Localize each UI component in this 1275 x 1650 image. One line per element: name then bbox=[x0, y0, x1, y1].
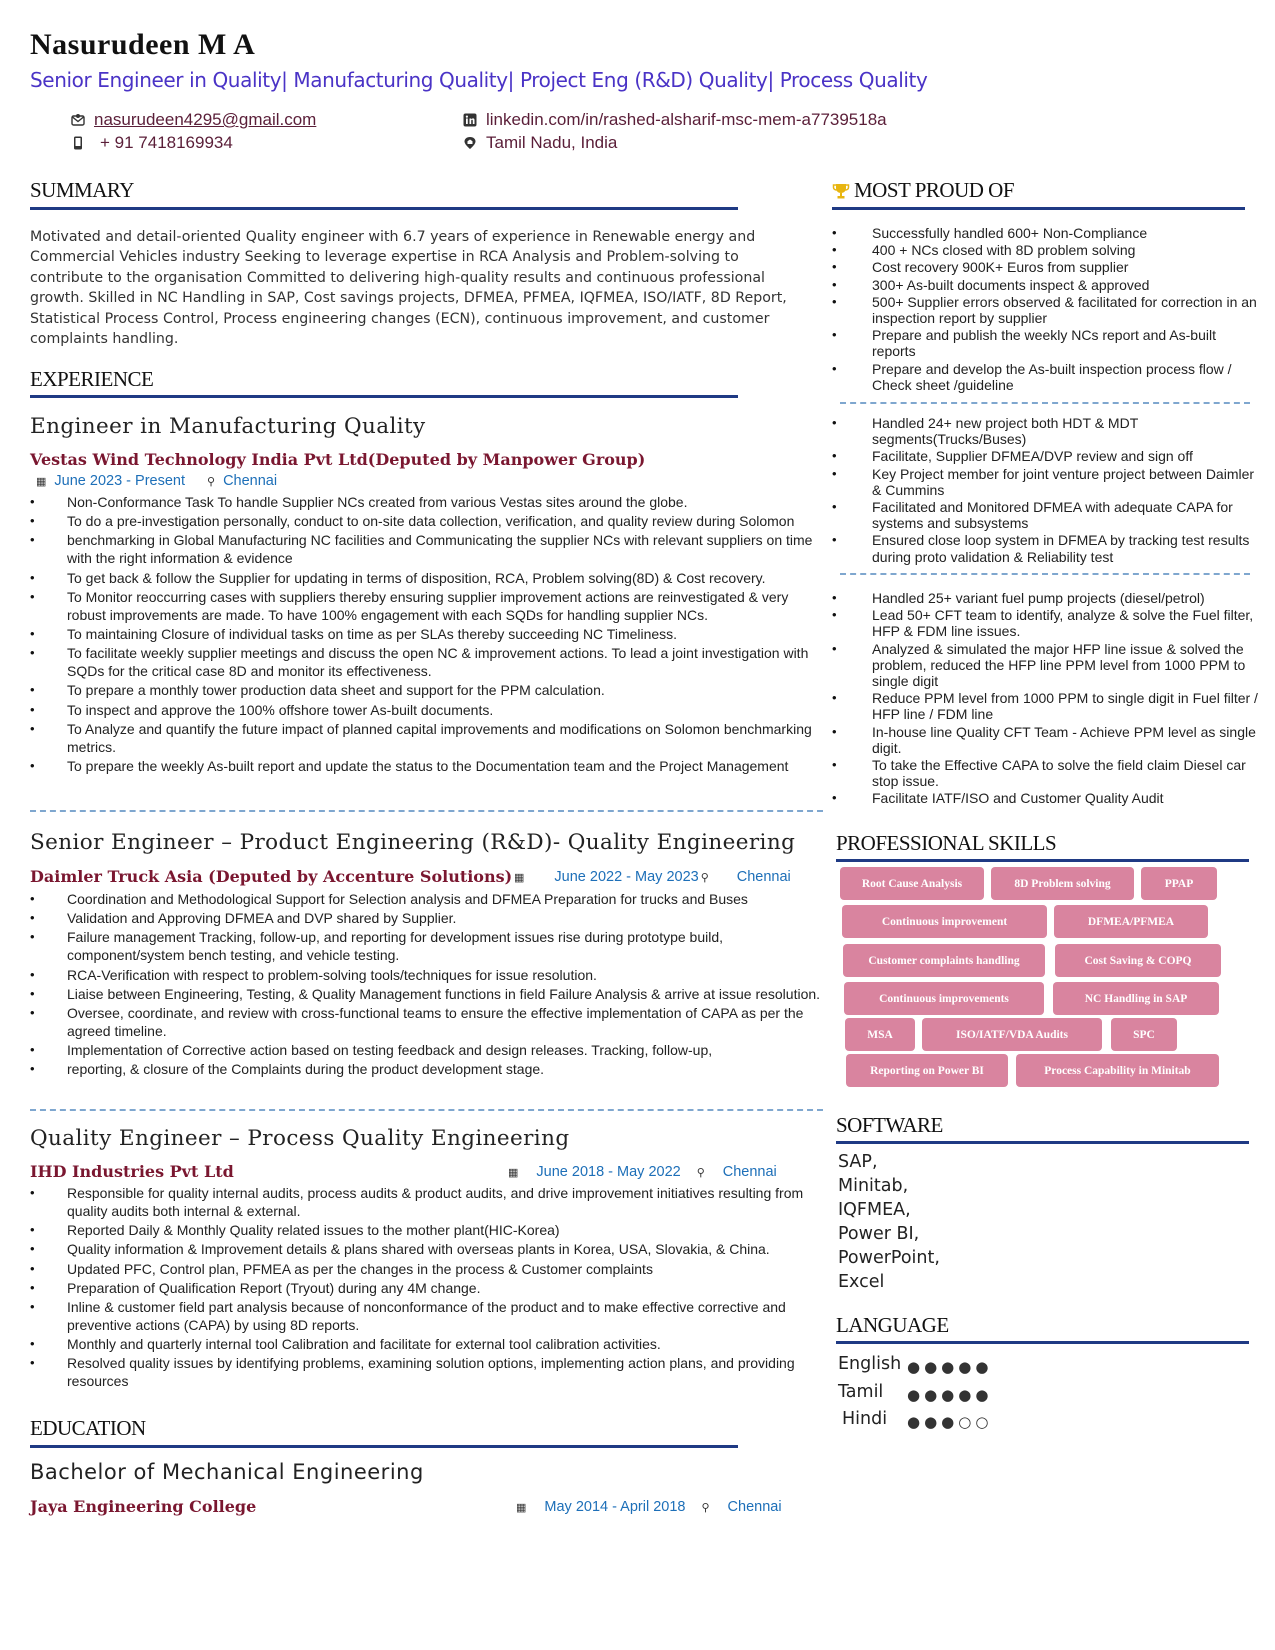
skill-tag: SPC bbox=[1111, 1018, 1177, 1051]
proud-list bbox=[832, 415, 1262, 566]
software-title: SOFTWARE bbox=[836, 1113, 943, 1137]
bullet-item: • 400 + NCs closed with 8D problem solving bbox=[832, 242, 1262, 258]
bullet-item: • Responsible for quality internal audits, process audits & product audits, and drive improvement initiatives resulting from quality audits both internal & external. bbox=[30, 1184, 830, 1220]
education-meta bbox=[516, 1499, 782, 1515]
experience-rule bbox=[30, 395, 738, 398]
proud-list bbox=[832, 590, 1262, 808]
bullet-item: • Prepare and develop the As-built inspection process flow / Check sheet /guideline bbox=[832, 361, 1262, 393]
job-title: Quality Engineer – Process Quality Engineering bbox=[30, 1126, 570, 1151]
bullet-item: • Handled 24+ new project both HDT & MDT segments(Trucks/Buses) bbox=[832, 415, 1262, 447]
bullet-item: • Ensured close loop system in DFMEA by tracking test results during proto validation & Reliability test bbox=[832, 532, 1262, 564]
bullet-item: • Non-Conformance Task To handle Supplier NCs created from various Vestas sites around the globe. bbox=[30, 493, 830, 511]
bullet-item: • To Monitor reoccurring cases with suppliers thereby ensuring supplier improvement actions are reinvestigated & very robust improvements are made. To have 100% engagement with each SQDs for handling supplier NCs. bbox=[30, 588, 830, 624]
trophy-icon bbox=[832, 182, 850, 200]
language-title: LANGUAGE bbox=[836, 1313, 949, 1337]
bullet-item: • Analyzed & simulated the major HFP line issue & solved the problem, reduced the HFP line PPM level from 1000 PPM to single digit bbox=[832, 641, 1262, 690]
job-location: Chennai bbox=[736, 869, 791, 885]
bullet-item: • To facilitate weekly supplier meetings and discuss the open NC & improvement actions. To lead a joint investigation with SQDs for the critical case 8D and monitor its effectiveness. bbox=[30, 644, 830, 680]
job-location: Chennai bbox=[223, 473, 278, 489]
calendar-icon: ▦ bbox=[36, 475, 47, 488]
bullet-item: • Facilitated and Monitored DFMEA with adequate CAPA for systems and subsystems bbox=[832, 499, 1262, 531]
bullet-item: • Facilitate, Supplier DFMEA/DVP review and sign off bbox=[832, 448, 1262, 464]
bullet-item: • RCA-Verification with respect to problem-solving tools/techniques for issue resolution. bbox=[30, 966, 830, 984]
bullet-item: • Preparation of Qualification Report (Tryout) during any 4M change. bbox=[30, 1279, 830, 1297]
location-icon bbox=[462, 135, 478, 151]
job-bullets bbox=[30, 1184, 830, 1392]
job-dates: June 2018 - May 2022 bbox=[536, 1164, 681, 1180]
bullet-item: • Lead 50+ CFT team to identify, analyze & solve the Fuel filter, HFP & FDM line issues. bbox=[832, 607, 1262, 639]
skill-tag: Cost Saving & COPQ bbox=[1055, 944, 1221, 977]
candidate-name: Nasurudeen M A bbox=[30, 28, 256, 61]
skill-tag: DFMEA/PFMEA bbox=[1054, 905, 1208, 938]
software-item: Minitab, bbox=[838, 1176, 909, 1196]
skill-tag: PPAP bbox=[1141, 867, 1217, 900]
calendar-icon: ▦ bbox=[516, 1501, 527, 1514]
bullet-item: • Handled 25+ variant fuel pump projects (diesel/petrol) bbox=[832, 590, 1262, 606]
summary-title: SUMMARY bbox=[30, 178, 134, 202]
skill-tag: Root Cause Analysis bbox=[840, 867, 984, 900]
education-dates: May 2014 - April 2018 bbox=[544, 1499, 686, 1515]
software-item: PowerPoint, bbox=[838, 1248, 940, 1268]
skill-tag: Process Capability in Minitab bbox=[1016, 1054, 1219, 1087]
skills-rule bbox=[836, 859, 1249, 862]
proud-list bbox=[832, 225, 1262, 394]
summary-rule bbox=[30, 207, 738, 210]
location-text: Tamil Nadu, India bbox=[486, 133, 618, 152]
bullet-item: • Implementation of Corrective action based on testing feedback and design releases. Tracking, follow-up, bbox=[30, 1041, 830, 1059]
skill-tag: MSA bbox=[845, 1018, 915, 1051]
job-bullets bbox=[30, 493, 830, 776]
skill-tag: ISO/IATF/VDA Audits bbox=[922, 1018, 1102, 1051]
skill-tag: Customer complaints handling bbox=[843, 944, 1045, 977]
divider bbox=[840, 573, 1250, 575]
phone-contact bbox=[70, 133, 233, 153]
bullet-item: • Reported Daily & Monthly Quality related issues to the mother plant(HIC-Korea) bbox=[30, 1221, 830, 1239]
software-rule bbox=[836, 1141, 1249, 1144]
skill-tag: Continuous improvement bbox=[842, 905, 1047, 938]
divider bbox=[840, 402, 1250, 404]
email-link[interactable]: nasurudeen4295@gmail.com bbox=[94, 110, 317, 129]
skill-tag: Continuous improvements bbox=[844, 982, 1044, 1015]
bullet-item: • Inline & customer field part analysis because of nonconformance of the product and to make effective corrective and preventive actions (CAPA) by using 8D reports. bbox=[30, 1298, 830, 1334]
bullet-item: • To prepare a monthly tower production data sheet and support for the PPM calculation. bbox=[30, 681, 830, 699]
proud-title: MOST PROUD OF bbox=[854, 178, 1014, 202]
software-item: Excel bbox=[838, 1272, 885, 1292]
skills-title: PROFESSIONAL SKILLS bbox=[836, 831, 1057, 855]
bullet-item: • Liaise between Engineering, Testing, & Quality Management functions in field Failure Analysis & arrive at issue resolution. bbox=[30, 985, 830, 1003]
proud-header bbox=[832, 178, 1014, 203]
pin-icon: ⚲ bbox=[701, 1501, 710, 1514]
job-location: Chennai bbox=[722, 1164, 777, 1180]
phone-icon bbox=[70, 135, 86, 151]
language-level-dots: ●●●●● bbox=[907, 1386, 993, 1404]
bullet-item: • To do a pre-investigation personally, conduct to on-site data collection, verification, and quality review during Solomon bbox=[30, 512, 830, 530]
language-name: English bbox=[838, 1354, 902, 1374]
bullet-item: • To take the Effective CAPA to solve the field claim Diesel car stop issue. bbox=[832, 757, 1262, 789]
bullet-item: • Coordination and Methodological Support for Selection analysis and DFMEA Preparation for trucks and Buses bbox=[30, 890, 830, 908]
location-contact bbox=[462, 133, 617, 153]
job-dates: June 2023 - Present bbox=[54, 473, 185, 489]
education-rule bbox=[30, 1445, 738, 1448]
software-item: SAP, bbox=[838, 1152, 878, 1172]
bullet-item: • In-house line Quality CFT Team - Achieve PPM level as single digit. bbox=[832, 724, 1262, 756]
degree: Bachelor of Mechanical Engineering bbox=[30, 1460, 424, 1484]
phone-number: + 91 7418169934 bbox=[100, 133, 233, 152]
pin-icon: ⚲ bbox=[696, 1166, 705, 1179]
bullet-item: • 300+ As-built documents inspect & approved bbox=[832, 277, 1262, 293]
job-bullets bbox=[30, 890, 830, 1080]
bullet-item: • benchmarking in Global Manufacturing NC facilities and Communicating the supplier NCs with relevant suppliers on time with the right information & evidence bbox=[30, 531, 830, 567]
bullet-item: • Validation and Approving DFMEA and DVP shared by Supplier. bbox=[30, 909, 830, 927]
bullet-item: • Oversee, coordinate, and review with cross-functional teams to ensure the effective implementation of CAPA as per the agreed timeline. bbox=[30, 1004, 830, 1040]
job-title: Senior Engineer – Product Engineering (R&D)- Quality Engineering bbox=[30, 830, 796, 855]
software-item: IQFMEA, bbox=[838, 1200, 911, 1220]
bullet-item: • Monthly and quarterly internal tool Calibration and facilitate for external tool calibration activities. bbox=[30, 1335, 830, 1353]
headline: Senior Engineer in Quality| Manufacturing Quality| Project Eng (R&D) Quality| Process Quality bbox=[30, 68, 928, 92]
company-name: Daimler Truck Asia (Deputed by Accenture Solutions) bbox=[30, 867, 513, 886]
language-name: Hindi bbox=[842, 1409, 888, 1429]
bullet-item: • Updated PFC, Control plan, PFMEA as per the changes in the process & Customer complaints bbox=[30, 1260, 830, 1278]
bullet-item: • Failure management Tracking, follow-up, and reporting for development issues rise during prototype build, component/system bench testing, and vehicle testing. bbox=[30, 928, 830, 964]
skill-tag: 8D Problem solving bbox=[991, 867, 1134, 900]
bullet-item: • Facilitate IATF/ISO and Customer Quality Audit bbox=[832, 790, 1262, 806]
summary-text: Motivated and detail-oriented Quality engineer with 6.7 years of experience in Renewable energy and Commercial Vehicles industry Seeking to leverage expertise in RCA Analysis and Problem-solving to contribute to the organisation Committed to delivering high-quality results and continuous professional growth. Skilled in NC Handling in SAP, Cost savings projects, DFMEA, PFMEA, IQFMEA, ISO/IATF, 8D Report, Statistical Process Control, Process engineering changes (ECN), continuous improvement, and customer complaints handling. bbox=[30, 229, 787, 348]
company-name: Vestas Wind Technology India Pvt Ltd(Deputed by Manpower Group) bbox=[30, 450, 646, 469]
bullet-item: • 500+ Supplier errors observed & facilitated for correction in an inspection report by supplier bbox=[832, 294, 1262, 326]
job-dates: June 2022 - May 2023 bbox=[554, 869, 699, 885]
software-item: Power BI, bbox=[838, 1224, 920, 1244]
divider bbox=[30, 1109, 823, 1111]
bullet-item: • To maintaining Closure of individual tasks on time as per SLAs thereby succeeding NC Timeliness. bbox=[30, 625, 830, 643]
divider bbox=[30, 810, 823, 812]
pin-icon: ⚲ bbox=[700, 871, 709, 884]
bullet-item: • reporting, & closure of the Complaints during the product development stage. bbox=[30, 1060, 830, 1078]
education-location: Chennai bbox=[727, 1499, 782, 1515]
email-contact bbox=[70, 110, 316, 130]
bullet-item: • Reduce PPM level from 1000 PPM to single digit in Fuel filter / HFP line / FDM line bbox=[832, 690, 1262, 722]
job-meta bbox=[508, 1164, 777, 1180]
calendar-icon: ▦ bbox=[514, 871, 525, 884]
calendar-icon: ▦ bbox=[508, 1166, 519, 1179]
company-name: IHD Industries Pvt Ltd bbox=[30, 1162, 234, 1181]
language-rule bbox=[836, 1341, 1249, 1344]
bullet-item: • Prepare and publish the weekly NCs report and As-built reports bbox=[832, 327, 1262, 359]
bullet-item: • To get back & follow the Supplier for updating in terms of disposition, RCA, Problem solving(8D) & Cost recovery. bbox=[30, 569, 830, 587]
language-name: Tamil bbox=[838, 1382, 884, 1402]
pin-icon: ⚲ bbox=[207, 475, 216, 488]
bullet-item: • Successfully handled 600+ Non-Compliance bbox=[832, 225, 1262, 241]
language-level-dots: ●●●○○ bbox=[907, 1413, 993, 1431]
bullet-item: • Key Project member for joint venture project between Daimler & Cummins bbox=[832, 466, 1262, 498]
linkedin-icon bbox=[462, 112, 478, 128]
skill-tag: Reporting on Power BI bbox=[846, 1054, 1008, 1087]
proud-rule bbox=[832, 207, 1245, 210]
linkedin-contact bbox=[462, 110, 887, 130]
job-meta bbox=[514, 869, 791, 885]
bullet-item: • To Analyze and quantify the future impact of planned capital improvements and modifications on Solomon benchmarking metrics. bbox=[30, 720, 830, 756]
language-level-dots: ●●●●● bbox=[907, 1358, 993, 1376]
bullet-item: • To inspect and approve the 100% offshore tower As-built documents. bbox=[30, 701, 830, 719]
education-title: EDUCATION bbox=[30, 1416, 146, 1440]
linkedin-link[interactable]: linkedin.com/in/rashed-alsharif-msc-mem-a7739518a bbox=[486, 110, 887, 129]
bullet-item: • Quality information & Improvement details & plans shared with overseas plants in Korea, USA, Slovakia, & China. bbox=[30, 1240, 830, 1258]
job-meta bbox=[36, 473, 277, 489]
skill-tag: NC Handling in SAP bbox=[1053, 982, 1219, 1015]
bullet-item: • Cost recovery 900K+ Euros from supplier bbox=[832, 259, 1262, 275]
experience-title: EXPERIENCE bbox=[30, 367, 154, 391]
job-title: Engineer in Manufacturing Quality bbox=[30, 414, 426, 439]
school-name: Jaya Engineering College bbox=[30, 1497, 257, 1516]
bullet-item: • Resolved quality issues by identifying problems, examining solution options, implementing action plans, and providing resources bbox=[30, 1354, 830, 1390]
mail-icon bbox=[70, 112, 86, 128]
bullet-item: • To prepare the weekly As-built report and update the status to the Documentation team and the Project Management bbox=[30, 757, 830, 775]
